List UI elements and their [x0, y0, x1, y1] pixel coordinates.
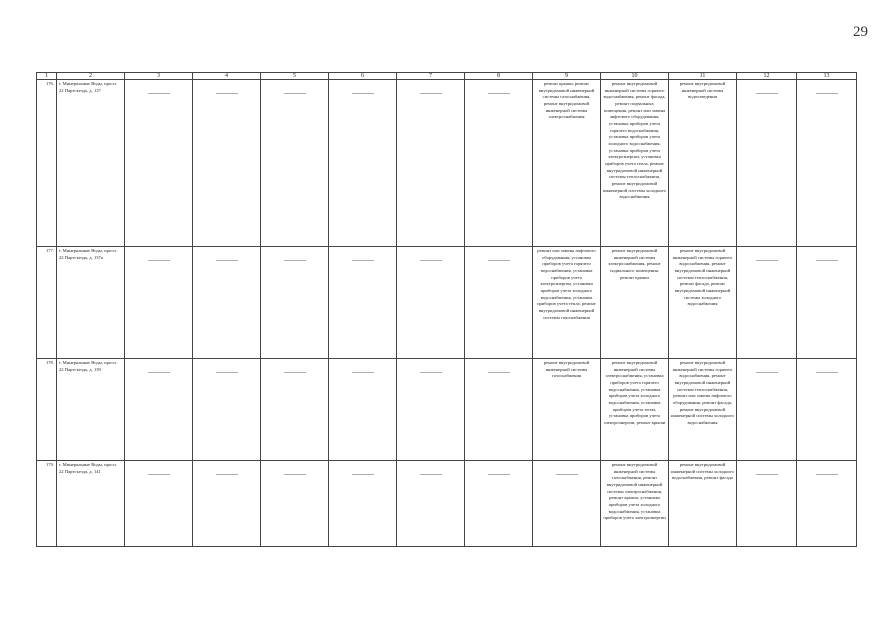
empty-cell — [125, 359, 193, 461]
dash-mark: ——— — [284, 88, 305, 97]
empty-cell — [797, 359, 857, 461]
dash-mark: ——— — [488, 255, 509, 264]
dash-mark: ——— — [756, 367, 777, 376]
address-cell: г. Минеральные Воды, просп. 22 Партсъезда, д. 137 — [57, 80, 125, 247]
column-header: 5 — [261, 73, 329, 80]
empty-cell — [397, 80, 465, 247]
column-header: 3 — [125, 73, 193, 80]
works-cell-col10: ремонт внутридомовой инженерной системы газоснабжения, ремонт внутридомовой инженерной системы электроснабжения, ремонт крыши, установка приборов учета холодного водоснабжения, установка приборов учета электроэнергии — [601, 461, 669, 547]
table-row — [37, 247, 857, 359]
dash-mark: ——— — [556, 469, 577, 478]
empty-cell — [125, 247, 193, 359]
dash-mark: ——— — [488, 469, 509, 478]
empty-cell — [797, 461, 857, 547]
empty-cell — [397, 359, 465, 461]
empty-cell — [193, 80, 261, 247]
dash-mark: ——— — [816, 367, 837, 376]
empty-cell — [261, 461, 329, 547]
dash-mark: ——— — [816, 255, 837, 264]
works-cell-col9: ремонт или замена лифтового оборудования, установка приборов учета горячего водоснабжения, установка приборов учета электроэнергии, установка приборов учета холодного водоснабжения, установка приборов учета тепла, ремонт внутридомовой инженерной системы газоснабжения — [533, 247, 601, 359]
empty-cell — [193, 359, 261, 461]
empty-cell — [261, 359, 329, 461]
row-number: 179. — [37, 461, 57, 547]
dash-mark: ——— — [420, 88, 441, 97]
empty-cell — [329, 461, 397, 547]
dash-mark: ——— — [352, 367, 373, 376]
row-number: 178. — [37, 359, 57, 461]
dash-mark: ——— — [216, 469, 237, 478]
column-header: 13 — [797, 73, 857, 80]
empty-cell — [261, 247, 329, 359]
column-header: 2 — [57, 73, 125, 80]
dash-mark: ——— — [148, 469, 169, 478]
empty-cell — [397, 461, 465, 547]
dash-mark: ——— — [488, 88, 509, 97]
dash-mark: ——— — [352, 255, 373, 264]
address-cell: г. Минеральные Воды, просп. 22 Партсъезда, д. 139 — [57, 359, 125, 461]
dash-mark: ——— — [352, 469, 373, 478]
works-cell-col11: ремонт внутридомовой инженерной системы водоотведения — [669, 80, 737, 247]
row-number: 177. — [37, 247, 57, 359]
empty-cell — [737, 80, 797, 247]
table-row — [37, 359, 857, 461]
empty-cell — [797, 247, 857, 359]
dash-mark: ——— — [816, 469, 837, 478]
dash-mark: ——— — [420, 469, 441, 478]
dash-mark: ——— — [352, 88, 373, 97]
empty-cell — [737, 247, 797, 359]
works-cell-col11: ремонт внутридомовой инженерной системы холодного водоснабжения, ремонт фасада — [669, 461, 737, 547]
empty-cell — [193, 247, 261, 359]
empty-cell — [465, 461, 533, 547]
dash-mark: ——— — [216, 255, 237, 264]
works-cell-col11: ремонт внутридомовой инженерной системы горячего водоснабжения, ремонт внутридомовой инженерной системы теплоснабжения, ремонт фасада, ремонт внутридомовой инженерной системы холодного водоснабжения — [669, 247, 737, 359]
repair-register-table — [36, 72, 857, 547]
works-cell-col9: ремонт внутридомовой инженерной системы газоснабжения — [533, 359, 601, 461]
empty-cell — [533, 461, 601, 547]
works-cell-col10: ремонт внутридомовой инженерной системы электроснабжения, ремонт подвального помещения, ремонт крыши — [601, 247, 669, 359]
dash-mark: ——— — [284, 469, 305, 478]
dash-mark: ——— — [148, 367, 169, 376]
empty-cell — [737, 461, 797, 547]
dash-mark: ——— — [756, 88, 777, 97]
dash-mark: ——— — [756, 469, 777, 478]
table-row — [37, 461, 857, 547]
dash-mark: ——— — [420, 367, 441, 376]
column-header: 8 — [465, 73, 533, 80]
works-cell-col10: ремонт внутридомовой инженерной системы электроснабжения, установка приборов учета горячего водоснабжения, установка приборов учета холодного водоснабжения, установка приборов учета тепла, установка приборов учета электроэнергии, ремонт крыши — [601, 359, 669, 461]
empty-cell — [329, 80, 397, 247]
dash-mark: ——— — [816, 88, 837, 97]
dash-mark: ——— — [148, 255, 169, 264]
empty-cell — [125, 80, 193, 247]
dash-mark: ——— — [216, 88, 237, 97]
dash-mark: ——— — [756, 255, 777, 264]
dash-mark: ——— — [216, 367, 237, 376]
dash-mark: ——— — [148, 88, 169, 97]
column-header: 11 — [669, 73, 737, 80]
address-cell: г. Минеральные Воды, просп. 22 Партсъезда, д. 141 — [57, 461, 125, 547]
empty-cell — [329, 247, 397, 359]
column-header: 4 — [193, 73, 261, 80]
row-number: 176. — [37, 80, 57, 247]
empty-cell — [329, 359, 397, 461]
empty-cell — [797, 80, 857, 247]
column-number-header-row — [37, 73, 857, 80]
empty-cell — [261, 80, 329, 247]
works-cell-col9: ремонт крыши, ремонт внутридомовой инженерной системы газоснабжения, ремонт внутридомовой инженерной системы электроснабжения — [533, 80, 601, 247]
empty-cell — [193, 461, 261, 547]
dash-mark: ——— — [420, 255, 441, 264]
works-cell-col10: ремонт внутридомовой инженерной системы горячего водоснабжения, ремонт фасада, ремонт подвальных помещения, ремонт или замена лифтового оборудования, установка приборов учета горячего водоснабжения, установка приборов учета холодного водоснабжения, установка приборов учета электроэнергии, установка приборов учета тепла, ремонт внутридомовой инженерной системы теплоснабжения, ремонт внутридомовой инженерной системы холодного водоснабжения — [601, 80, 669, 247]
dash-mark: ——— — [488, 367, 509, 376]
column-header: 9 — [533, 73, 601, 80]
works-cell-col11: ремонт внутридомовой инженерной системы горячего водоснабжения, ремонт внутридомовой инженерной системы теплоснабжения, ремонт или замена лифтового оборудования, ремонт фасада, ремонт внутридомовой инженерной системы холодного водоснабжения — [669, 359, 737, 461]
empty-cell — [737, 359, 797, 461]
table-row — [37, 80, 857, 247]
column-header: 1 — [37, 73, 57, 80]
empty-cell — [465, 247, 533, 359]
empty-cell — [397, 247, 465, 359]
empty-cell — [465, 359, 533, 461]
empty-cell — [125, 461, 193, 547]
column-header: 10 — [601, 73, 669, 80]
dash-mark: ——— — [284, 255, 305, 264]
address-cell: г. Минеральные Воды, просп. 22 Партсъезда, д. 137а — [57, 247, 125, 359]
page-number: 29 — [853, 24, 868, 40]
dash-mark: ——— — [284, 367, 305, 376]
empty-cell — [465, 80, 533, 247]
column-header: 7 — [397, 73, 465, 80]
column-header: 6 — [329, 73, 397, 80]
column-header: 12 — [737, 73, 797, 80]
